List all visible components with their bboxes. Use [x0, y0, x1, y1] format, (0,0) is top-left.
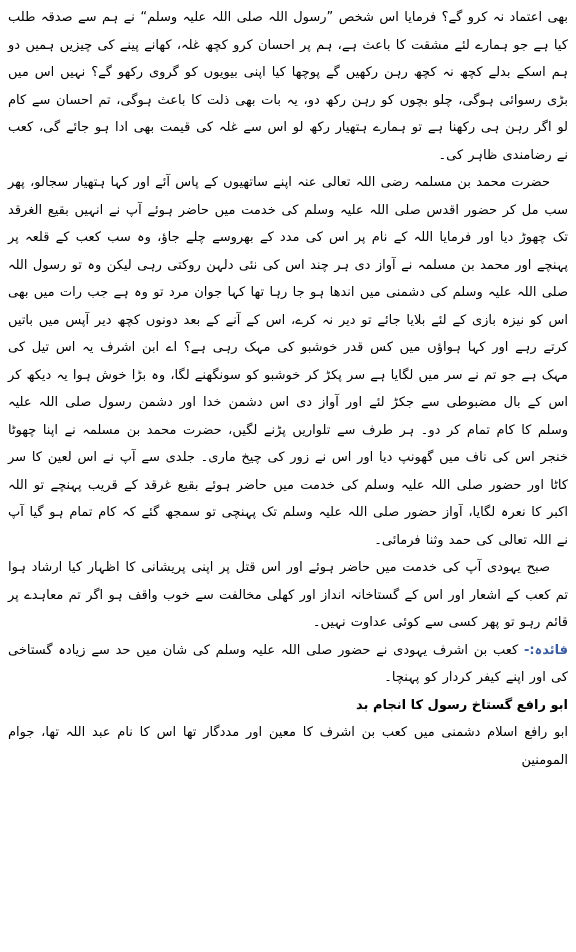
paragraph-raid-account: حضرت محمد بن مسلمہ رضی اللہ تعالی عنہ اپنے ساتھیوں کے پاس آئے اور کہا ہتھیار سجالو، پھر سب مل کر حضور اقدس صلی اللہ علیہ وسلم کی خدمت میں حاضر ہوئے آپ نے انہیں بقیع الغرقد تک چھوڑ دیا اور فرمایا اللہ کے نام پر اس کی مدد کے بھروسے چلے جاؤ، وہ سب کعب کے قلعہ پر پہنچے اور محمد بن مسلمہ نے آواز دی ہر چند اس کی نئی دلہن روکتی رہی لیکن وہ تو رسول اللہ صلی اللہ علیہ وسلم کی دشمنی میں اندھا ہو جا رہا تھا کہا جوان مرد تو وہ ہے جب رات میں بھی اس کو نیزہ بازی کے لئے بلایا جائے تو دیر نہ کرے، اس کے آنے کے بعد دونوں کچھ دیر آپس میں باتیں کرتے رہے اور کہا ہواؤں میں کس قدر خوشبو کی مہک رہی ہے؟ اے ابن اشرف یہ اس تیل کی مہک ہے جو تم نے سر میں لگایا ہے سر پکڑ کر خوشبو کو سونگھنے لگا، وہ بڑا خوش ہوا یہ دیکھ کر اس کے بال مضبوطی سے جکڑ لئے اور آواز دی اس دشمن خدا اور دشمن رسول صلی اللہ علیہ وسلم کا کام تمام کر دو۔ ہر طرف سے تلواریں پڑنے لگیں، حضرت محمد بن مسلمہ نے اپنا چھوٹا خنجر اس کی ناف میں گھونپ دیا اور اس نے زور کی چیخ ماری۔ جلدی سے آپ نے اس لعین کا سر کاٹا اور حضور صلی اللہ علیہ وسلم کی خدمت میں حاضر ہوئے بقیع غرقد کے قریب پہنچے تو اللہ اکبر کا نعرہ لگایا، آواز حضور صلی اللہ علیہ وسلم تک پہنچی تو سمجھ گئے کہ کام تمام ہو گیا آپ نے اللہ تعالی کی حمد وثنا فرمائی۔ [8, 175, 568, 548]
paragraph-morning-jews: صبح یہودی آپ کی خدمت میں حاضر ہوئے اور اس قتل پر اپنی پریشانی کا اظہار کیا ارشاد ہوا تم کعب کے اشعار اور اس کے گستاخانہ انداز اور کھلی مخالفت سے خوب واقف ہو اگر تم معاہدے پر قائم رہو تو پھر کسی سے کوئی عداوت نہیں۔ [8, 560, 568, 630]
paragraph-opening: بھی اعتماد نہ کرو گے؟ فرمایا اس شخص ”رسول اللہ صلی اللہ علیہ وسلم“ نے ہم سے صدقہ طلب کیا ہے جو ہمارے لئے مشقت کا باعث ہے، ہم پر احسان کرو کچھ غلہ، کھانے پینے کی چیزیں ہمیں دو ہم اسکے بدلے کچھ نہ کچھ رہن رکھیں گے پوچھا کیا اپنی بیویوں کو گروی رکھو گے؟ نہیں اس میں بڑی رسوائی ہوگی، چلو بچوں کو رہن رکھ دو، یہ بات بھی ذلت کا باعث ہوگی، تم احسان سے کام لو اگر رہن ہی رکھنا ہے تو ہمارے ہتھیار رکھ لو اس سے غلہ کی قیمت بھی ادا ہو جائے گی، کعب نے رضامندی ظاہر کی۔ [8, 10, 568, 163]
section-heading: ابو رافع گستاخ رسول کا انجام بد [356, 697, 568, 713]
fawaid-note [8, 637, 568, 692]
fawaid-text: کعب بن اشرف یہودی نے حضور صلی اللہ علیہ وسلم کی شان میں حد سے زیادہ گستاخی کی اور اپنے کیفر کردار کو پہنچا۔ [8, 642, 568, 685]
fawaid-label: فائدہ:- [524, 642, 568, 658]
paragraph-abu-rafi: ابو رافع اسلام دشمنی میں کعب بن اشرف کا معین اور مددگار تھا اس کا نام عبد اللہ تھا، جوام المومنین [8, 725, 568, 768]
